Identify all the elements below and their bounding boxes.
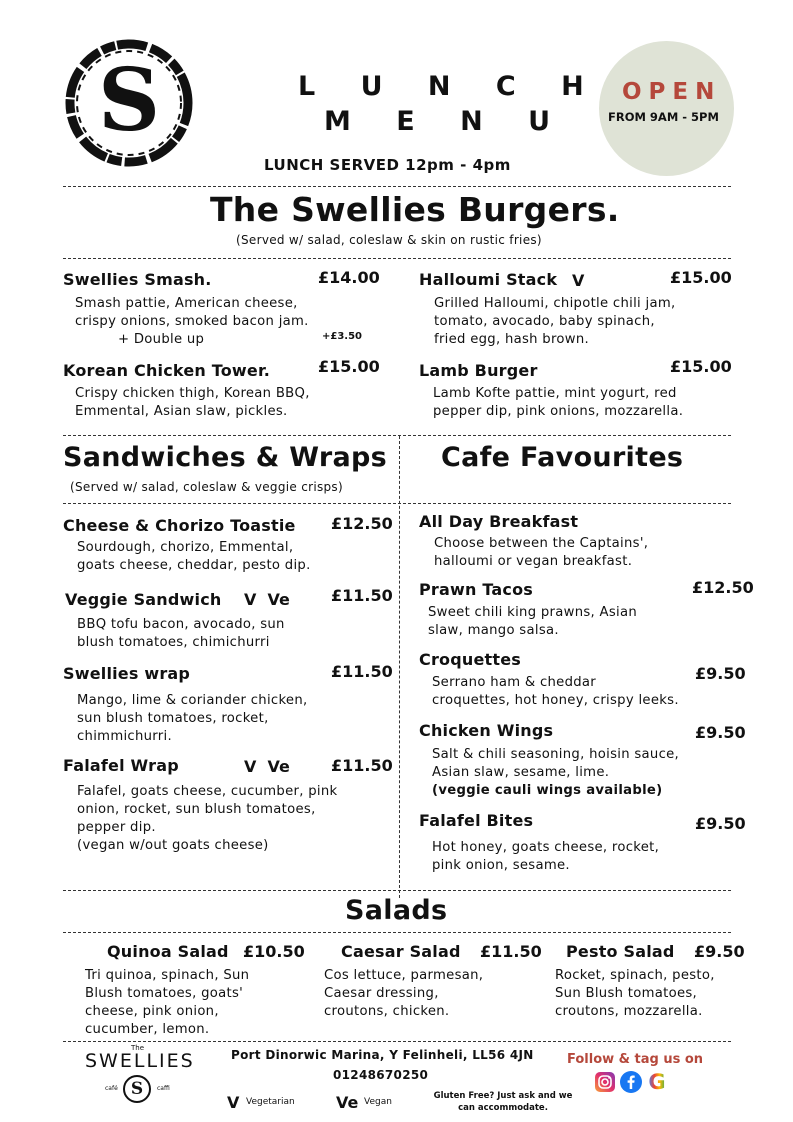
google-icon[interactable] [645,1070,669,1094]
menu-item-price: £9.50 [694,942,745,961]
footer-logo [85,1044,195,1106]
menu-item-price: £11.50 [480,942,542,961]
menu-item-price: £15.00 [670,357,732,376]
brand-logo [63,37,195,169]
menu-item-price: £15.00 [670,268,732,287]
menu-item-price: £15.00 [318,357,380,376]
burgers-title: The Swellies Burgers. [210,190,620,229]
menu-title-line2: M E N U [324,106,569,137]
menu-item-desc: chimmichurri. [77,729,172,744]
menu-item-desc: Tri quinoa, spinach, Sun [85,968,250,983]
menu-item-desc: Sourdough, chorizo, Emmental, [77,540,294,555]
menu-item-extra: + Double up [118,332,205,347]
menu-item-name: Veggie Sandwich [65,590,222,609]
open-hours-text: FROM 9AM - 5PM [608,110,719,124]
menu-item-desc: fried egg, hash brown. [434,332,590,347]
menu-item-name: Chicken Wings [419,721,554,740]
menu-item-desc: blush tomatoes, chimichurri [77,635,270,650]
gluten-free-note [433,1090,573,1114]
menu-item-desc: Caesar dressing, [324,986,439,1001]
menu-item-desc: Blush tomatoes, goats' [85,986,244,1001]
lunch-served-time: LUNCH SERVED 12pm - 4pm [264,156,511,174]
menu-item-note: (veggie cauli wings available) [432,783,663,798]
menu-item-desc: Rocket, spinach, pesto, [555,968,715,983]
google-letter: G [648,1070,666,1094]
menu-item-desc: halloumi or vegan breakfast. [434,554,633,569]
legend-ve: Ve [336,1093,359,1112]
menu-item-desc: Lamb Kofte pattie, mint yogurt, red [433,386,677,401]
gluten-line-1: Gluten Free? Just ask and we [433,1091,573,1101]
menu-item-desc: croquettes, hot honey, crispy leeks. [432,693,679,708]
burgers-subtitle: (Served w/ salad, coleslaw & skin on rustic fries) [236,233,542,247]
column-divider [399,436,400,898]
footer-logo-name: SWELLIES [85,1050,195,1072]
open-hours-badge [599,41,734,176]
menu-item-desc: Salt & chili seasoning, hoisin sauce, [432,747,680,762]
footer-logo-cafe: café [105,1085,118,1092]
open-label: OPEN [622,79,722,105]
menu-item-desc: slaw, mango salsa. [428,623,559,638]
menu-item-price: £11.50 [331,756,393,775]
footer-address: Port Dinorwic Marina, Y Felinheli, LL56 4JN [231,1048,534,1062]
menu-item-desc: BBQ tofu bacon, avocado, sun [77,617,285,632]
menu-item-desc: cucumber, lemon. [85,1022,210,1037]
cafe-title: Cafe Favourites [441,442,684,473]
menu-item-price: £9.50 [695,664,746,683]
menu-item-desc: croutons, mozzarella. [555,1004,703,1019]
menu-item-desc: goats cheese, cheddar, pesto dip. [77,558,311,573]
diet-badge: V Ve [244,757,290,776]
divider [63,435,731,436]
menu-item-desc: cheese, pink onion, [85,1004,219,1019]
logo-letter: S [97,50,161,151]
menu-item-name: Quinoa Salad [107,942,229,961]
menu-item-desc: Emmental, Asian slaw, pickles. [75,404,288,419]
sandwiches-subtitle: (Served w/ salad, coleslaw & veggie crisps) [70,480,343,494]
menu-item-desc: pepper dip. [77,820,156,835]
menu-item-price: £11.50 [331,586,393,605]
menu-item-name: Korean Chicken Tower. [63,361,271,380]
menu-item-name: Swellies Smash. [63,270,212,289]
menu-item-desc: Choose between the Captains', [434,536,649,551]
diet-badge: V Ve [244,590,290,609]
footer-logo-the: The [131,1044,145,1052]
divider [63,932,731,933]
menu-item-desc: Smash pattie, American cheese, [75,296,298,311]
menu-item-desc: crispy onions, smoked bacon jam. [75,314,309,329]
menu-item-name: Falafel Wrap [63,756,179,775]
menu-item-price: £10.50 [243,942,305,961]
menu-item-name: All Day Breakfast [419,512,579,531]
divider [63,1041,731,1042]
menu-item-desc: pepper dip, pink onions, mozzarella. [433,404,684,419]
menu-title-line1: L U N C H [298,71,602,102]
menu-item-desc: Falafel, goats cheese, cucumber, pink [77,784,338,799]
menu-item-desc: tomato, avocado, baby spinach, [434,314,655,329]
menu-item-desc: Grilled Halloumi, chipotle chili jam, [434,296,676,311]
follow-text: Follow & tag us on [567,1052,704,1067]
legend-ve-label: Vegan [364,1097,392,1107]
footer-logo-caffi: caffi [157,1085,170,1092]
footer-phone: 01248670250 [333,1068,429,1082]
divider [63,503,731,504]
menu-item-desc: Serrano ham & cheddar [432,675,597,690]
menu-item-desc: Sweet chili king prawns, Asian [428,605,638,620]
menu-item-name: Prawn Tacos [419,580,534,599]
menu-item-price: £11.50 [331,662,393,681]
menu-item-desc: sun blush tomatoes, rocket, [77,711,269,726]
divider [63,186,731,187]
menu-item-desc: Hot honey, goats cheese, rocket, [432,840,660,855]
menu-item-desc: Mango, lime & coriander chicken, [77,693,308,708]
menu-item-extra-price: +£3.50 [322,331,363,342]
menu-item-name: Cheese & Chorizo Toastie [63,516,296,535]
footer-logo-circle: S [123,1075,151,1103]
instagram-icon[interactable] [595,1072,615,1092]
menu-item-desc: Crispy chicken thigh, Korean BBQ, [75,386,310,401]
menu-item-name: Caesar Salad [341,942,461,961]
facebook-icon[interactable] [620,1071,642,1093]
menu-item-name: Falafel Bites [419,811,534,830]
menu-item-desc: onion, rocket, sun blush tomatoes, [77,802,316,817]
sandwiches-title: Sandwiches & Wraps [63,442,388,473]
menu-item-price: £12.50 [331,514,393,533]
menu-item-desc: Sun Blush tomatoes, [555,986,698,1001]
divider [63,258,731,259]
menu-item-name: Halloumi Stack [419,270,558,289]
salads-title: Salads [345,895,448,926]
menu-item-desc: croutons, chicken. [324,1004,450,1019]
menu-item-price: £9.50 [695,723,746,742]
legend-v-label: Vegetarian [246,1097,295,1107]
menu-item-desc: Cos lettuce, parmesan, [324,968,484,983]
menu-item-desc: (vegan w/out goats cheese) [77,838,269,853]
menu-item-desc: Asian slaw, sesame, lime. [432,765,610,780]
diet-badge: V [572,271,585,290]
legend-v: V [227,1093,240,1112]
menu-item-name: Swellies wrap [63,664,191,683]
menu-item-name: Pesto Salad [566,942,675,961]
menu-item-name: Croquettes [419,650,521,669]
menu-item-price: £9.50 [695,814,746,833]
menu-item-name: Lamb Burger [419,361,538,380]
gluten-line-2: can accommodate. [458,1103,548,1113]
divider [63,890,731,891]
menu-item-price: £14.00 [318,268,380,287]
menu-item-desc: pink onion, sesame. [432,858,570,873]
menu-item-price: £12.50 [692,578,754,597]
